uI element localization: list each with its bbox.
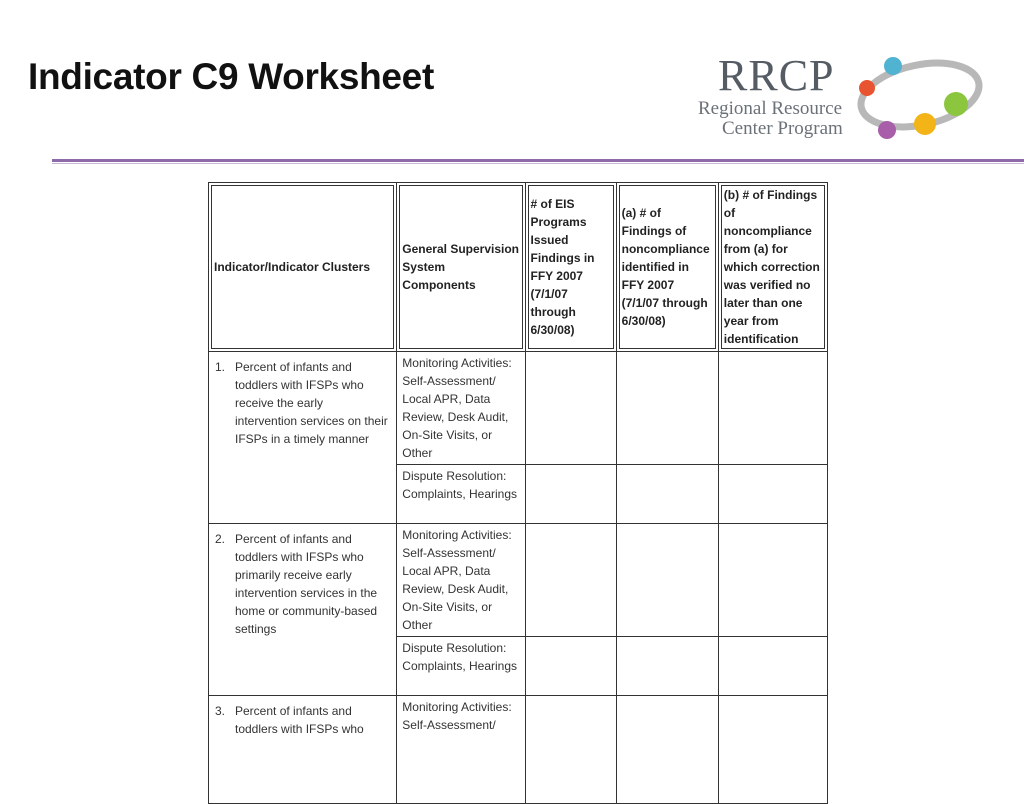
header-row: [209, 183, 828, 352]
findings-identified-cell: [616, 637, 718, 696]
findings-corrected-cell: [718, 465, 827, 524]
title-divider-thin: [52, 163, 1024, 164]
findings-identified-cell: [616, 696, 718, 804]
title-divider: [52, 159, 1024, 162]
eis-programs-cell: [525, 524, 616, 637]
header-findings-identified: (a) # of Findings of noncompliance identified in FFY 2007 (7/1/07 through 6/30/08): [616, 183, 718, 352]
indicator-number: 2.: [215, 532, 226, 546]
header-eis-programs-findings: # of EIS Programs Issued Findings in FFY 2007 (7/1/07 through 6/30/08): [525, 183, 616, 352]
indicator-number: 3.: [215, 704, 226, 718]
eis-programs-cell: [525, 465, 616, 524]
header-supervision-components: General Supervision System Components: [397, 183, 525, 352]
indicator-text: Percent of infants and toddlers with IFSPs who receive the early intervention services on their IFSPs in a timely manner: [235, 360, 388, 446]
findings-corrected-cell: [718, 524, 827, 637]
findings-corrected-cell: [718, 696, 827, 804]
logo-wordmark: RRCP: [718, 51, 835, 100]
findings-identified-cell: [616, 524, 718, 637]
worksheet-image: [208, 182, 830, 736]
findings-identified-cell: [616, 352, 718, 465]
logo-dot-icon: [944, 92, 968, 116]
header-findings-corrected: (b) # of Findings of noncompliance from (a) for which correction was verified no later than one year from identification: [718, 183, 827, 352]
table-row: [209, 696, 828, 804]
table-row: [209, 352, 828, 465]
indicator-number: 1.: [215, 360, 226, 374]
eis-programs-cell: [525, 637, 616, 696]
header-indicator-clusters: Indicator/Indicator Clusters: [209, 183, 397, 352]
table-row: [209, 524, 828, 637]
indicator-text: Percent of infants and toddlers with IFSPs who primarily receive early intervention services in the home or community-based settings: [235, 532, 378, 636]
indicator-text: Percent of infants and toddlers with IFSPs who: [235, 704, 364, 736]
monitoring-activities-cell: Monitoring Activities: Self-Assessment/ Local APR, Data Review, Desk Audit, On-Site Visits, or Other: [397, 352, 525, 465]
monitoring-activities-cell: Monitoring Activities: Self-Assessment/: [397, 696, 525, 804]
indicator-cell: [209, 352, 397, 524]
dispute-resolution-cell: Dispute Resolution: Complaints, Hearings: [397, 465, 525, 524]
eis-programs-cell: [525, 352, 616, 465]
findings-identified-cell: [616, 465, 718, 524]
indicator-cell: [209, 524, 397, 696]
indicator-cell: [209, 696, 397, 804]
eis-programs-cell: [525, 696, 616, 804]
logo-ring-icon: [840, 50, 980, 145]
page-title: Indicator C9 Worksheet: [28, 56, 434, 97]
findings-corrected-cell: [718, 352, 827, 465]
worksheet-table: [208, 182, 828, 804]
logo-subtitle-line2: Center Program: [722, 118, 843, 139]
logo-dot-icon: [884, 57, 902, 75]
rrcp-logo: [690, 50, 990, 150]
findings-corrected-cell: [718, 637, 827, 696]
logo-dot-icon: [859, 80, 875, 96]
logo-subtitle-line1: Regional Resource: [698, 98, 843, 119]
monitoring-activities-cell: Monitoring Activities: Self-Assessment/ Local APR, Data Review, Desk Audit, On-Site Visits, or Other: [397, 524, 525, 637]
dispute-resolution-cell: Dispute Resolution: Complaints, Hearings: [397, 637, 525, 696]
logo-dot-icon: [914, 113, 936, 135]
logo-dot-icon: [878, 121, 896, 139]
